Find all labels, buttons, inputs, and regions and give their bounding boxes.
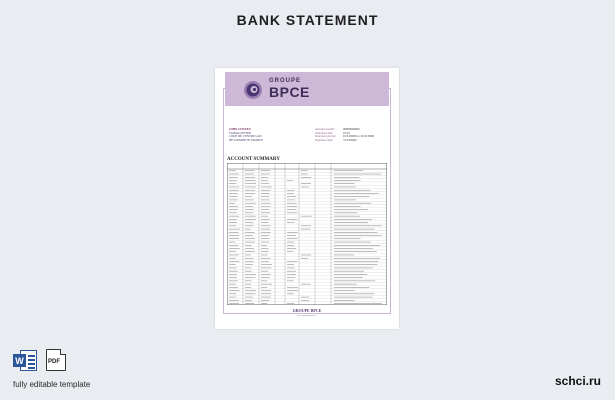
address-line: 1 RUE DE L'ENTRE LAN <box>229 134 262 139</box>
detail-label: Statement date <box>315 137 333 142</box>
format-icons <box>13 349 66 371</box>
brand-line1: GROUPE <box>269 78 302 84</box>
summary-table-graphic <box>227 163 387 305</box>
detail-label: Statement date <box>315 130 333 135</box>
customer-name: JOHN CITIZEN <box>229 127 251 131</box>
page-title: BANK STATEMENT <box>236 12 379 28</box>
account-summary-table <box>227 163 387 305</box>
detail-label: Statement period <box>315 134 336 139</box>
detail-value: 01/01 <box>343 130 350 135</box>
summary-title: ACCOUNT SUMMARY <box>227 157 280 162</box>
statement-preview <box>215 68 399 329</box>
detail-value: 00000000000 <box>343 127 360 131</box>
customer-address <box>229 128 263 142</box>
address-line: VAIMA CENTER <box>229 130 252 135</box>
word-icon <box>13 349 38 371</box>
site-name: schci.ru <box>554 374 601 388</box>
detail-value: 31/01/0000 <box>343 137 357 142</box>
footer-website: www.groupebpce.fr <box>297 314 317 317</box>
address-line: 98714 PAPEETE, FRANCE <box>229 137 264 142</box>
word-badge: W <box>13 354 26 367</box>
brand-line2: BPCE <box>269 84 310 100</box>
detail-label: Account number <box>315 127 335 131</box>
detail-value: 01/01/0000 to 31/01/0000 <box>343 134 375 139</box>
brand-banner <box>225 72 389 106</box>
pdf-icon <box>46 349 66 371</box>
footer-brand: GROUPE BPCE <box>292 308 322 313</box>
account-details <box>315 128 374 142</box>
brand-name <box>269 78 310 99</box>
document-footer <box>215 308 399 317</box>
template-caption: fully editable template <box>13 380 91 389</box>
pdf-label: PDF <box>48 359 60 365</box>
bpce-logo-icon <box>243 80 263 100</box>
